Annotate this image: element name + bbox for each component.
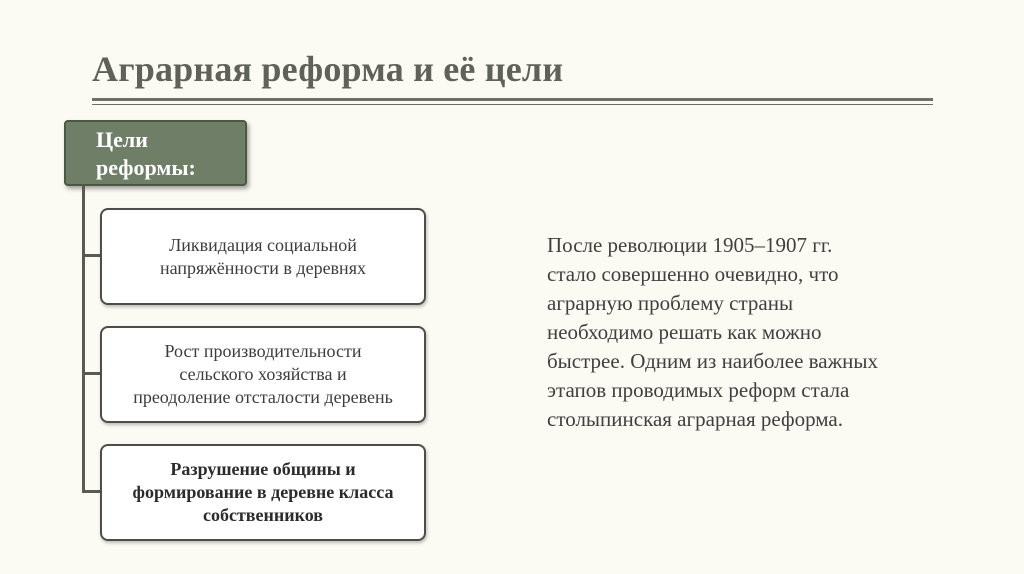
- description-line: столыпинская аграрная реформа.: [547, 407, 843, 431]
- goals-header-line: Цели: [96, 127, 148, 152]
- goal-text-line: преодоление отсталости деревень: [133, 387, 393, 407]
- goal-box-commune-destruction: [100, 444, 426, 541]
- description-line: После революции 1905–1907 гг.: [547, 233, 833, 257]
- title-rule-thick: [92, 98, 933, 101]
- goal-box-social-tension: [100, 208, 426, 305]
- goal-text-line: формирование в деревне класса: [132, 482, 394, 502]
- goal-text-line: Рост производительности: [164, 341, 362, 361]
- description-line: этапов проводимых реформ стала: [547, 378, 850, 402]
- goals-header-line: реформы:: [96, 155, 196, 180]
- goal-text-line: Ликвидация социальной: [169, 234, 357, 255]
- connector-branch: [82, 372, 100, 375]
- connector-branch: [82, 490, 100, 493]
- goals-header-box: [64, 120, 247, 186]
- description-line: быстрее. Одним из наиболее важных: [547, 349, 878, 373]
- connector-branch: [82, 254, 100, 257]
- goal-text-line: собственников: [202, 505, 324, 525]
- description-line: необходимо решать как можно: [547, 320, 822, 344]
- description-paragraph: [547, 231, 947, 434]
- goal-text-line: напряжённости в деревнях: [160, 257, 366, 278]
- description-line: аграрную проблему страны: [547, 291, 794, 315]
- description-line: стало совершенно очевидно, что: [547, 262, 839, 286]
- slide-title: Аграрная реформа и её цели: [92, 49, 564, 89]
- goal-text-line: сельского хозяйства и: [179, 364, 347, 384]
- goal-text-line: Разрушение общины и: [170, 459, 356, 479]
- connector-vertical: [82, 186, 85, 492]
- goal-box-productivity: [100, 326, 426, 423]
- title-rule-thin: [92, 104, 933, 105]
